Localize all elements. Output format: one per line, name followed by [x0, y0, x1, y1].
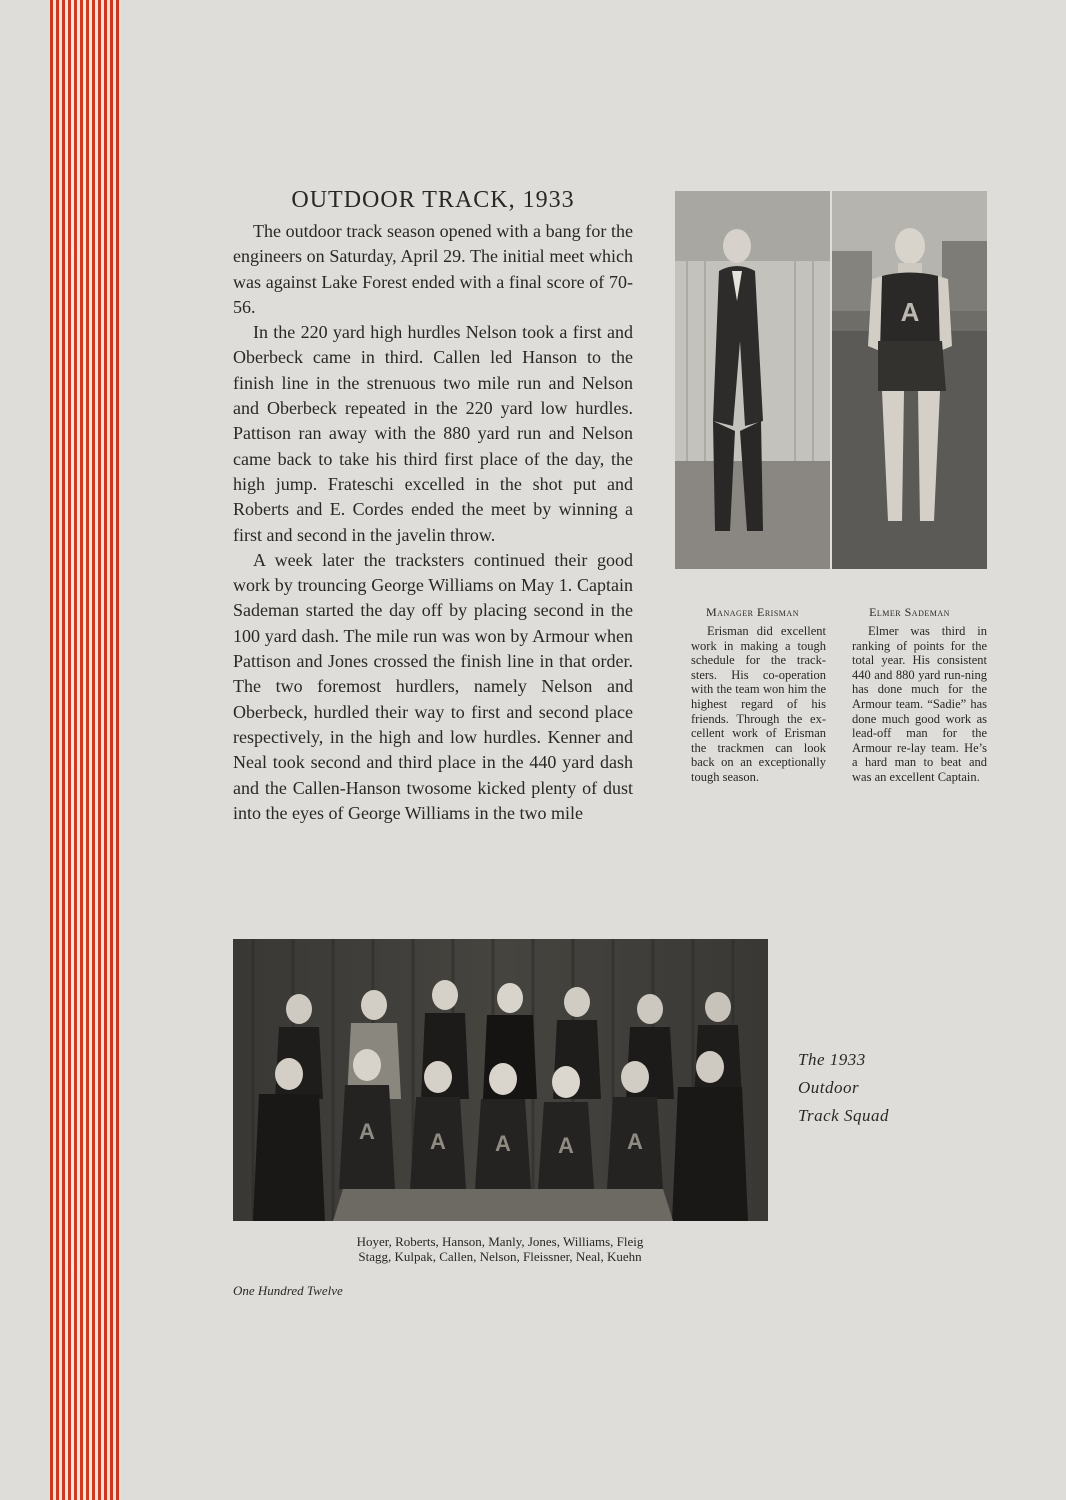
team-names-row-front: Stagg, Kulpak, Callen, Nelson, Fleissner, Neal, Kuehn: [358, 1249, 642, 1264]
team-photo-caption: [798, 1046, 889, 1130]
portrait-caption-text-erisman: Erisman did excellent work in making a tough schedule for the track-sters. His co-operation with the team won him the highest regard of his friends. Through the ex-cellent work of Erisman the trackmen can look back on an exceptionally tough season.: [691, 624, 826, 784]
svg-text:A: A: [430, 1129, 446, 1154]
decorative-stripe-band: [50, 0, 122, 1500]
team-names: [300, 1234, 700, 1264]
portrait-caption-text-sademan: Elmer was third in ranking of points for the total year. His consistent 440 and 880 yard run-ning has done much for the Armour team. “Sadie” has done much good work as lead-off man for the Armour re-lay team. He’s a hard man to beat and was an excellent Captain.: [852, 624, 987, 784]
article-paragraph: A week later the tracksters continued their good work by trouncing George Williams on May 1. Captain Sademan started the day off by placing second in the 100 yard dash. The mile run was won by Armour when Pattison and Jones crossed the finish line in that order. The two foremost hurdlers, namely Nelson and Oberbeck, hurdled their way to first and second place respectively, in the high and low hurdles. Kenner and Neal took second and third place in the 440 yard dash and the Callen-Hanson twosome kicked plenty of dust into the eyes of George Williams in the two mile: [233, 549, 633, 823]
article-paragraph: The outdoor track season opened with a bang for the engineers on Saturday, April 29. The initial meet which was against Lake Forest ended with a final score of 70-56.: [233, 221, 633, 317]
team-caption-line: Outdoor: [798, 1078, 860, 1097]
svg-text:A: A: [558, 1133, 574, 1158]
team-photo: [233, 939, 768, 1221]
portrait-photo-erisman: [675, 191, 830, 569]
svg-text:A: A: [900, 297, 920, 327]
svg-text:A: A: [627, 1129, 643, 1154]
svg-text:A: A: [495, 1131, 511, 1156]
portrait-caption-name-sademan: Elmer Sademan: [869, 605, 950, 619]
page-title: OUTDOOR TRACK, 1933: [291, 187, 575, 213]
portrait-photo-sademan: [832, 191, 987, 569]
page-number: One Hundred Twelve: [233, 1283, 343, 1298]
article-body: [233, 219, 633, 826]
article-paragraph: In the 220 yard high hurdles Nelson took a first and Oberbeck came in third. Callen led Hanson to the finish line in the strenuous two mile run and Nelson and Oberbeck repeated in the 220 yard low hurdles. Pattison ran away with the 880 yard run and Nelson came back to take his third first place of the day, the high jump. Frateschi excelled in the shot put and Roberts and E. Cordes ended the meet by winning a first and second in the javelin throw.: [233, 322, 633, 545]
team-caption-line: Track Squad: [798, 1106, 889, 1125]
portrait-caption-name-erisman: Manager Erisman: [706, 605, 799, 619]
svg-text:A: A: [359, 1119, 375, 1144]
team-names-row-back: Hoyer, Roberts, Hanson, Manly, Jones, Williams, Fleig: [356, 1234, 644, 1249]
team-caption-line: The 1933: [798, 1050, 866, 1069]
